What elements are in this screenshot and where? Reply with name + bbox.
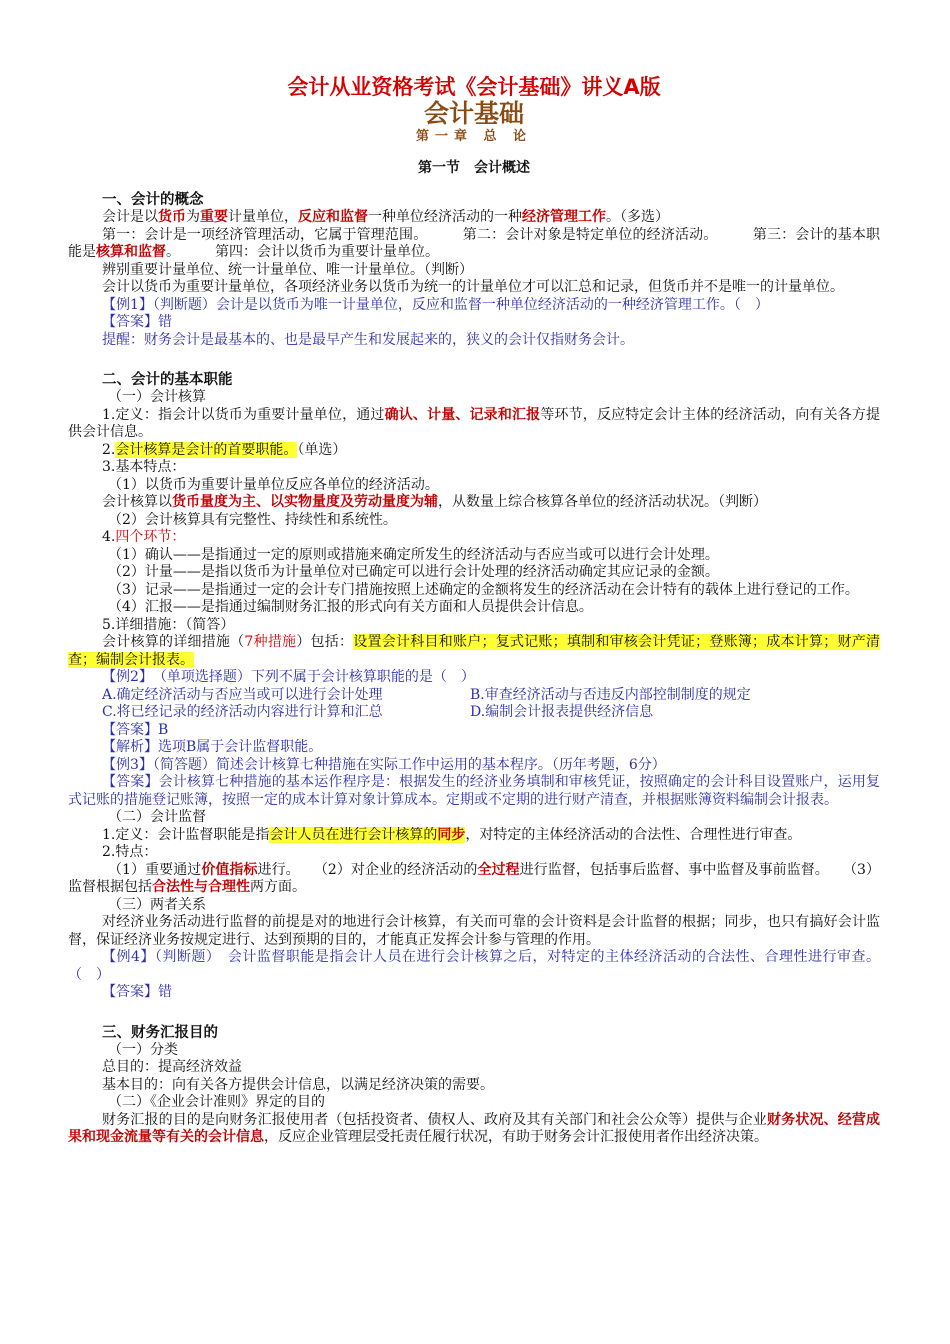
- supervision-features: （1）重要通过价值指标进行。 （2）对企业的经济活动的全过程进行监督，包括事后监督、事中监督及事前监督。 （3）监督根据包括合法性与合理性两方面。: [68, 861, 881, 895]
- concept-explanation: 会计以货币为重要计量单位，各项经济业务以货币为统一的计量单位才可以汇总和记录，但货币并不是唯一的计量单位。: [102, 279, 844, 295]
- heading-report-purpose: 三、财务汇报目的: [102, 1024, 218, 1041]
- concept-points: 第一：会计是一项经济管理活动，它属于管理范围。 第二：会计对象是特定单位的经济活动。 第三：会计的基本职能是核算和监督。 第四：会计以货币为重要计量单位。: [68, 226, 880, 260]
- supervision-features-label: 2.特点：: [102, 844, 158, 860]
- document-subtitle: 会计基础: [423, 99, 524, 128]
- explanation-2: 【解析】选项B属于会计监督职能。: [102, 739, 323, 755]
- chapter-title: 第一章 总 论: [415, 129, 533, 144]
- example-3: 【例3】（简答题）简述会计核算七种措施在实际工作中运用的基本程序。（历年考题，6分）: [102, 756, 666, 773]
- feature-1-detail: 会计核算以货币量度为主、以实物量度及劳动量度为辅，从数量上综合核算各单位的经济活动状况。（判断）: [102, 494, 767, 510]
- four-steps-label: 4.四个环节：: [102, 529, 186, 545]
- example-1: 【例1】（判断题）会计是以货币为唯一计量单位，反应和监督一种单位经济活动的一种经济管理工作。（ ）: [102, 296, 769, 313]
- option-d: D.编制会计报表提供经济信息: [470, 704, 654, 720]
- reminder: 提醒：财务会计是最基本的、也是最早产生和发展起来的，狭义的会计仅指财务会计。: [102, 331, 634, 348]
- methods-list: 会计核算的详细措施（7种措施）包括：设置会计科目和账户；复式记账；填制和审核会计凭证；登账簿；成本计算；财产清查；编制会计报表。: [68, 634, 880, 668]
- heading-concept: 一、会计的概念: [102, 192, 204, 208]
- step-report: （4）汇报——是指通过编制财务汇报的形式向有关方面和人员提供会计信息。: [108, 599, 593, 615]
- methods-label: 5.详细措施：（简答）: [102, 616, 235, 633]
- answer-3: 【答案】会计核算七种措施的基本运作程序是：根据发生的经济业务填制和审核凭证，按照确定的会计科目设置账户，运用复式记账的措施登记账簿，按照一定的成本计算对象计算成本。定期或不定期的进行财产清查，并根据账簿资料编制会计报表。: [68, 774, 880, 808]
- answer-2: 【答案】B: [102, 721, 169, 738]
- feature-2: （2）会计核算具有完整性、持续性和系统性。: [108, 511, 397, 528]
- accounting-definition: 1.定义：指会计以货币为重要计量单位，通过确认、计量、记录和汇报等环节，反应特定会计主体的经济活动，向有关各方提供会计信息。: [68, 406, 881, 440]
- step-confirm: （1）确认——是指通过一定的原则或措施来确定所发生的经济活动与否应当或可以进行会计处理。: [108, 546, 719, 563]
- option-c: C.将已经记录的经济活动内容进行计算和汇总: [102, 704, 383, 720]
- step-measure: （2）计量——是指以货币为计量单位对已确定可以进行会计处理的经济活动确定其应记录的金额。: [108, 564, 719, 580]
- document-page: [68, 74, 880, 1147]
- example-2-options-cd: [68, 704, 880, 722]
- subheading-accounting: （一）会计核算: [108, 389, 206, 405]
- answer-4: 【答案】错: [102, 984, 172, 1000]
- supervision-definition: 1.定义：会计监督职能是指会计人员在进行会计核算的同步，对特定的主体经济活动的合法性、合理性进行审查。: [102, 826, 802, 843]
- document-title: 会计从业资格考试《会计基础》讲义A版: [287, 75, 661, 99]
- concept-note: 辨别重要计量单位、统一计量单位、唯一计量单位。（判断）: [102, 261, 473, 278]
- answer-1: 【答案】错: [102, 314, 172, 330]
- concept-definition: 会计是以货币为重要计量单位，反应和监督一种单位经济活动的一种经济管理工作。（多选）: [102, 209, 669, 225]
- relationship-text: 对经济业务活动进行监督的前提是对的地进行会计核算，有关而可靠的会计资料是会计监督的根据；同步，也只有搞好会计监督，保证经济业务按规定进行、达到预期的目的，才能真正发挥会计参与管理的作用。: [68, 914, 880, 948]
- accounting-primary-function: 2.会计核算是会计的首要职能。（单选）: [102, 441, 347, 458]
- example-4: 【例4】（判断题） 会计监督职能是指会计人员在进行会计核算之后，对特定的主体经济活动的合法性、合理性进行审查。（ ）: [68, 949, 880, 983]
- example-2: 【例2】 （单项选择题）下列不属于会计核算职能的是（ ）: [102, 669, 475, 685]
- subheading-relationship: （三）两者关系: [108, 896, 206, 913]
- section-title: 第一节 会计概述: [418, 160, 530, 176]
- accounting-features-label: 3.基本特点：: [102, 459, 186, 475]
- subheading-classification: （一）分类: [108, 1041, 178, 1058]
- example-2-options-ab: [68, 687, 880, 705]
- basic-purpose: 基本目的：向有关各方提供会计信息，以满足经济决策的需要。: [102, 1076, 494, 1093]
- heading-functions: 二、会计的基本职能: [102, 372, 233, 388]
- subheading-standards: （二）《企业会计准则》界定的目的: [108, 1094, 325, 1110]
- feature-1: （1）以货币为重要计量单位反应各单位的经济活动。: [108, 476, 439, 493]
- option-a: A.确定经济活动与否应当或可以进行会计处理: [102, 686, 383, 703]
- overall-purpose: 总目的：提高经济效益: [102, 1059, 242, 1075]
- standards-purpose: 财务汇报的目的是向财务汇报使用者（包括投资者、债权人、政府及其有关部门和社会公众等）提供与企业财务状况、经营成果和现金流量等有关的会计信息，反应企业管理层受托责任履行状况，有助于财务会计汇报使用者作出经济决策。: [68, 1111, 881, 1145]
- step-record: （3）记录——是指通过一定的会计专门措施按照上述确定的金额将发生的经济活动在会计特有的载体上进行登记的工作。: [108, 581, 859, 598]
- option-b: B.审查经济活动与否违反内部控制制度的规定: [470, 686, 751, 703]
- subheading-supervision: （二）会计监督: [108, 809, 206, 825]
